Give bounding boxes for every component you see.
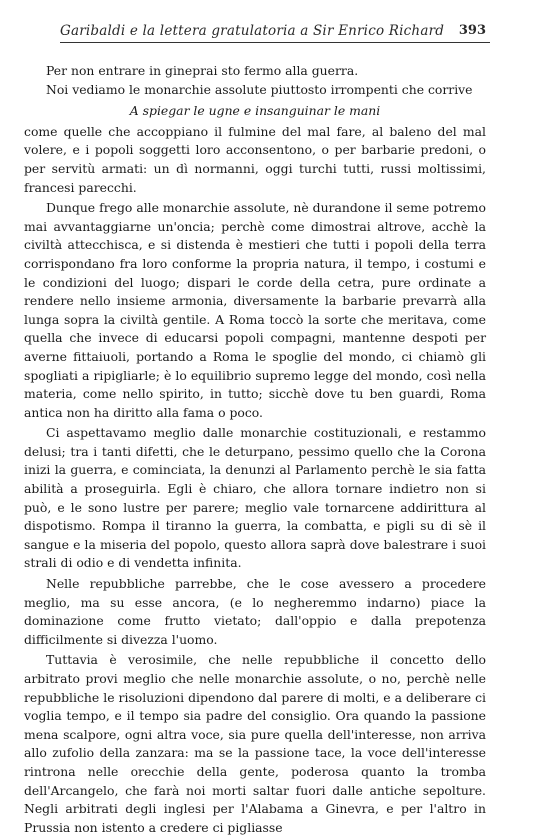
paragraph: Tuttavia è verosimile, che nelle repubbliche il concetto dello arbitrato provi meglio che nelle monarchie assolute, o no, perchè nelle repubbliche le risoluzioni dipendono dal parere di molti, e a deliberare ci voglia tempo, e il tempo sia padre del consiglio. Ora quando la passione mena scalpore, ogni altra voce, sia pure quella dell'interesse, non arriva allo zufolio della zanzara: ma se la passione tace, la voce dell'interesse rintrona nelle orecchie della gente, poderosa quanto la tromba dell'Arcangelo, che farà noi morti saltar fuori dalle antiche sepolture. Negli arbitrati degli inglesi per l'Alabama a Ginevra, e per l'altro in Prussia non istento a credere ci pigliasse — [24, 652, 486, 835]
paragraph-line-2: Noi vediamo le monarchie assolute piuttosto irrompenti che corrive — [46, 81, 473, 97]
paragraph-continuation: come quelle che accoppiano il fulmine del mal fare, al baleno del mal volere, e i popoli soggetti loro acconsentono, o per barbarie predoni, o per servitù armati: un dì normanni, oggi turchi tutti, russi moltissimi, francesi parecchi. — [24, 123, 486, 195]
paragraph: Ci aspettavamo meglio dalle monarchie costituzionali, e restammo delusi; tra i tanti difetti, che le deturpano, pessimo quello che la Corona inizi la guerra, e cominciata, la denunzi al Parlamento perchè le sia fatta abilità a proseguirla. Egli è chiaro, che allora tornare indietro non si può, e le sono lustre per parere; meglio vale tornarcene addirittura al dispotismo. Rompa il tiranno la guerra, la combatta, e pigli su di sè il sangue e la miseria del popolo, questo allora saprà dove balestrare i suoi strali di odio e di vendetta infinita. — [24, 425, 486, 571]
page-number: 393 — [458, 23, 486, 38]
page-body — [24, 62, 486, 837]
verse-quote: A spiegar le ugne e insanguinar le mani — [129, 103, 381, 119]
running-title: Garibaldi e la lettera gratulatoria a Sir Enrico Richard — [60, 23, 445, 39]
paragraph-line-1: Per non entrare in gineprai sto fermo alla guerra. — [46, 63, 359, 78]
paragraph: Dunque frego alle monarchie assolute, nè durandone il seme potremo mai avvantaggiarne un'oncia; perchè come dimostrai altrove, acchè la civiltà attecchisca, e si distenda è mestieri che tutti i popoli della terra corrispondano fra loro conforme la propria natura, il tempo, i costumi e le condizioni del luogo; dispari le corde della cetra, pure ordinate a rendere nello insieme armonia, diversamente la barbarie prevarrà alla lunga sopra la civiltà gentile. A Roma toccò la sorte che meritava, come quella che invece di educarsi popoli compagni, mantenne despoti per averne fittaiuoli, portando a Roma le spoglie del mondo, ci chiamò gli spogliati a ripigliarle; è lo equilibrio supremo legge del mondo, così nella materia, come nello spirito, in tutto; sicchè dove tu ben guardi, Roma antica non ha diritto alla fama o poco. — [24, 200, 486, 420]
running-header — [60, 22, 490, 43]
paragraph: Nelle repubbliche parrebbe, che le cose avessero a procedere meglio, ma su esse ancora, (e lo negheremmo indarno) piace la dominazione come frutto vietato; dall'oppio e dalla prepotenza difficilmente si divezza l'uomo. — [24, 576, 486, 647]
